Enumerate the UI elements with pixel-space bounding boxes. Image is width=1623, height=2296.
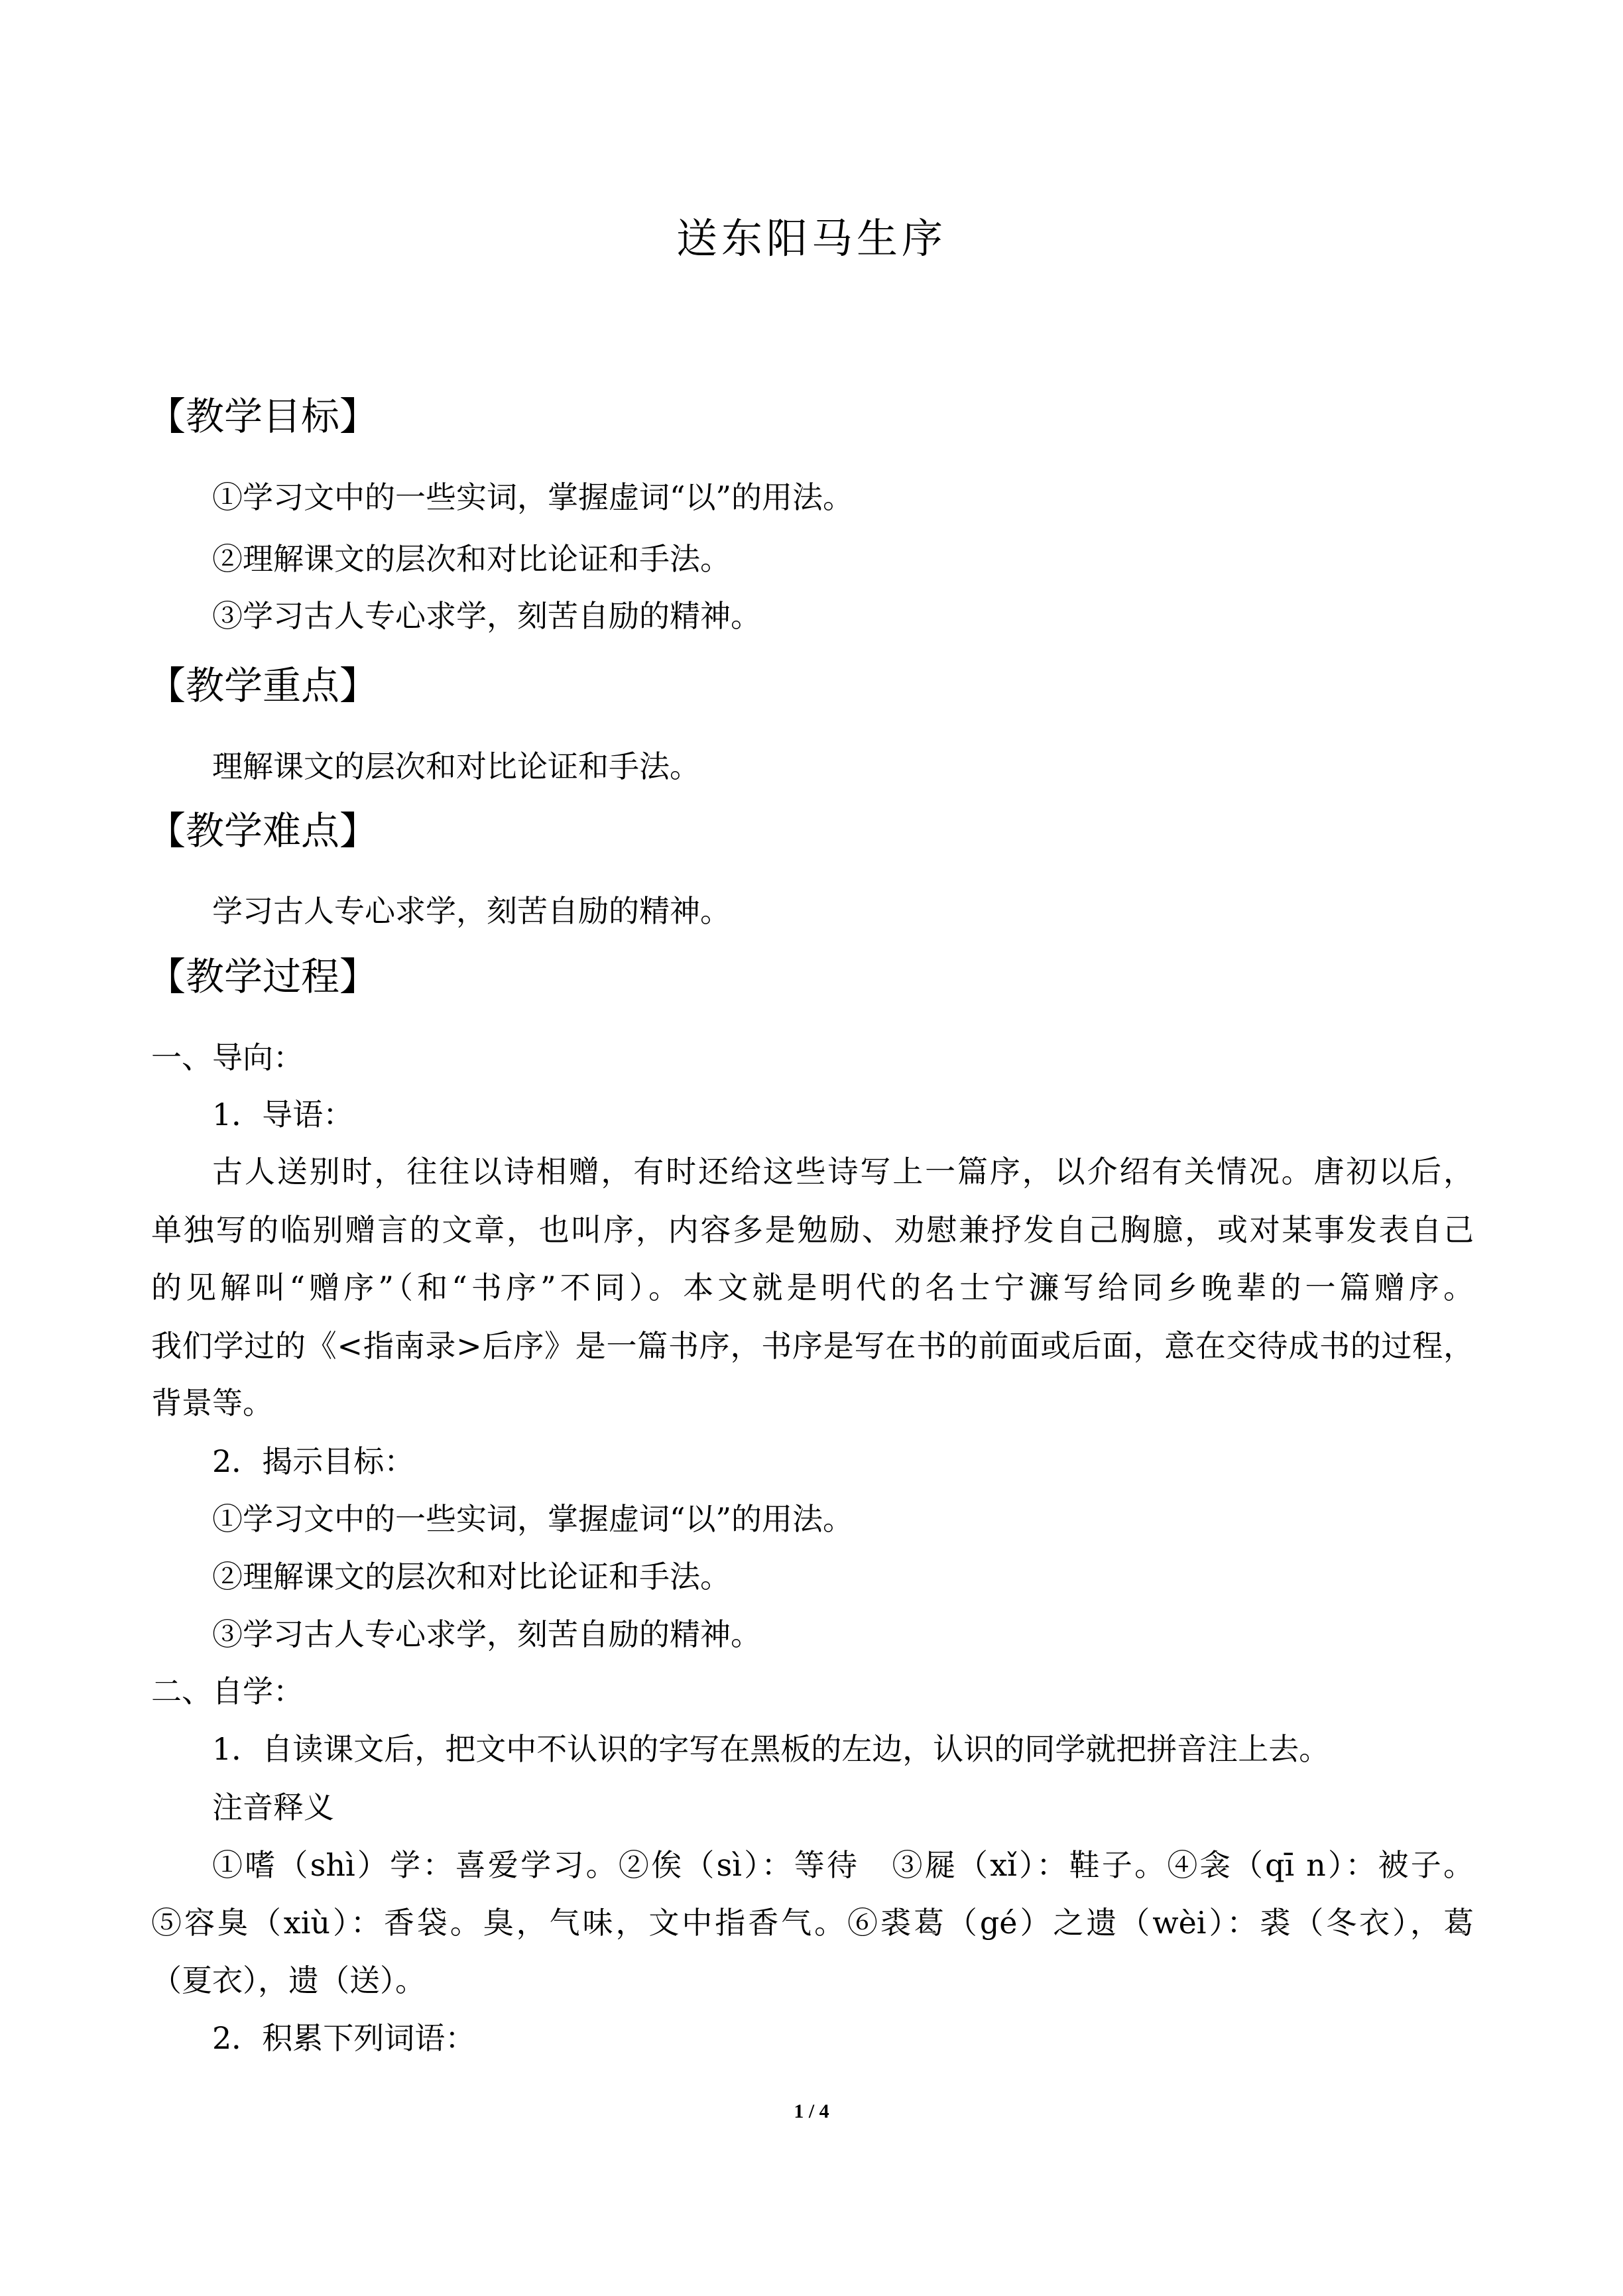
item1-title: 1．导语： <box>212 1097 354 1132</box>
objectives-heading: 【教学目标】 <box>147 394 379 439</box>
part1-title: 一、导向： <box>151 1040 304 1075</box>
goal-item-1: ①学习文中的一些实词，掌握虚词“以”的用法。 <box>212 1501 854 1537</box>
objective-item-1: ①学习文中的一些实词，掌握虚词“以”的用法。 <box>212 479 854 515</box>
annotation-line-2: ⑤容臭（xiù）：香袋。臭，气味，文中指香气。⑥裘葛（gé）之遗（wèi）：裘（冬衣），葛 <box>151 1905 1474 1941</box>
goal-item-2: ②理解课文的层次和对比论证和手法。 <box>212 1559 731 1595</box>
difficulties-text: 学习古人专心求学，刻苦自励的精神。 <box>212 893 731 929</box>
annotation-title: 注音释义 <box>212 1789 334 1825</box>
key-points-heading: 【教学重点】 <box>147 663 379 708</box>
objective-item-2: ②理解课文的层次和对比论证和手法。 <box>212 541 731 577</box>
annotation-line-3: （夏衣），遗（送）。 <box>151 1963 426 1998</box>
process-heading: 【教学过程】 <box>147 954 379 999</box>
intro-line-2: 单独写的临别赠言的文章，也叫序，内容多是勉励、劝慰兼抒发自己胸臆，或对某事发表自己 <box>151 1212 1474 1248</box>
intro-line-1: 古人送别时，往往以诗相赠，有时还给这些诗写上一篇序，以介绍有关情况。唐初以后， <box>212 1154 1474 1189</box>
intro-line-4: 我们学过的《<指南录>后序》是一篇书序，书序是写在书的前面或后面，意在交待成书的过程， <box>151 1328 1474 1364</box>
page-title: 送东阳马生序 <box>676 214 947 263</box>
self-study-item-1: 1．自读课文后，把文中不认识的字写在黑板的左边，认识的同学就把拼音注上去。 <box>212 1731 1330 1767</box>
part2-title: 二、自学： <box>151 1673 304 1709</box>
self-study-item-2: 2．积累下列词语： <box>212 2020 476 2056</box>
key-points-text: 理解课文的层次和对比论证和手法。 <box>212 749 700 784</box>
item2-title: 2．揭示目标： <box>212 1443 415 1479</box>
page-number: 1 / 4 <box>794 2100 829 2122</box>
difficulties-heading: 【教学难点】 <box>147 808 379 853</box>
intro-line-3: 的见解叫“赠序”（和“书序”不同）。本文就是明代的名士宁濂写给同乡晚辈的一篇赠序。 <box>151 1270 1474 1305</box>
intro-line-5: 背景等。 <box>151 1385 273 1421</box>
annotation-line-1: ①嗜（shì）学：喜爱学习。②俟（sì）：等待 ③屣（xǐ）：鞋子。④衾（qī n）：被子。 <box>212 1847 1474 1883</box>
objective-item-3: ③学习古人专心求学，刻苦自励的精神。 <box>212 598 761 634</box>
goal-item-3: ③学习古人专心求学，刻苦自励的精神。 <box>212 1616 761 1652</box>
